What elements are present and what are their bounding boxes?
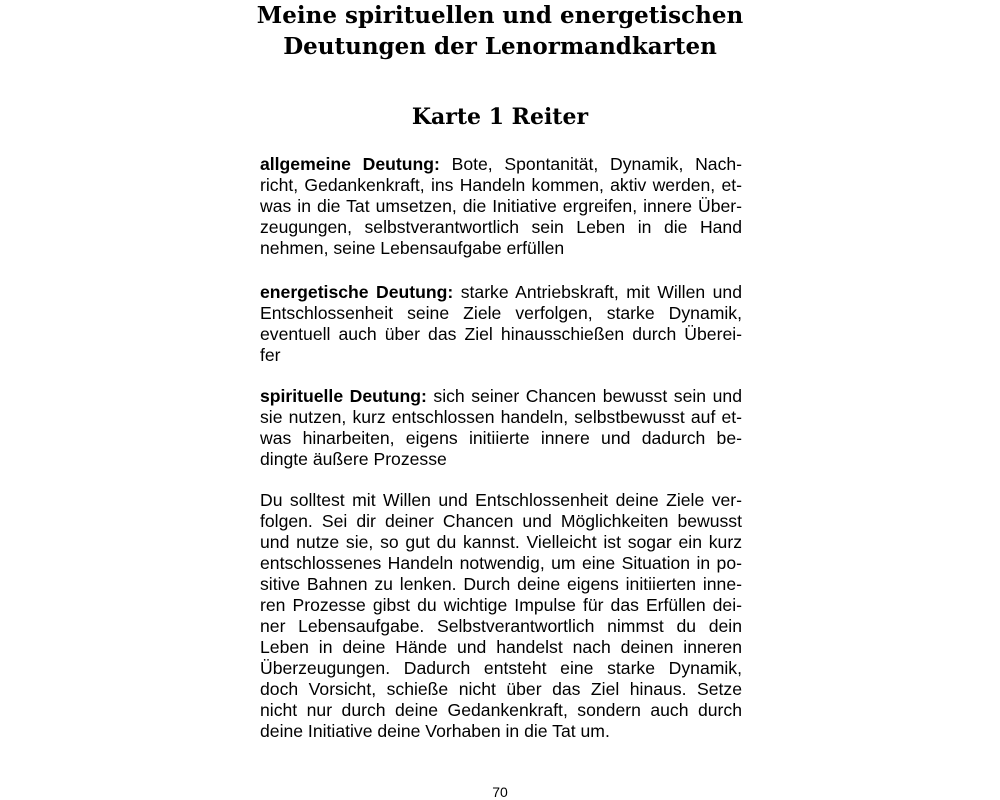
- section-body-text: [260, 490, 742, 742]
- card-title: Karte 1 Reiter: [411, 104, 589, 130]
- line-text: sich seiner Chancen bewusst sein und: [426, 386, 742, 406]
- paragraph-line: Leben in deine Hände und handelst nach deinen inneren: [260, 637, 742, 657]
- paragraph-line: was in die Tat umsetzen, die Initiative ergreifen, innere Über-: [260, 196, 742, 216]
- paragraph-line: Entschlossenheit seine Ziele verfolgen, starke Dynamik,: [260, 303, 742, 323]
- paragraph-line: nehmen, seine Lebensaufgabe erfüllen: [260, 238, 565, 258]
- section-label: energetische Deutung:: [260, 282, 454, 302]
- paragraph-line: zeugungen, selbstverantwortlich sein Leben in die Hand: [260, 217, 742, 237]
- paragraph-line: [260, 282, 742, 303]
- paragraph-line: doch Vorsicht, schieße nicht über das Ziel hinaus. Setze: [260, 679, 742, 699]
- paragraph-line: Du solltest mit Willen und Entschlossenheit deine Ziele ver-: [260, 490, 742, 510]
- document-title-line-2: Deutungen der Lenormandkarten: [283, 33, 717, 60]
- paragraph-line: dingte äußere Prozesse: [260, 449, 447, 469]
- paragraph-line: und nutze sie, so gut du kannst. Vielleicht ist sogar ein kurz: [260, 532, 742, 552]
- paragraph-line: sie nutzen, kurz entschlossen handeln, selbstbewusst auf et-: [260, 407, 742, 427]
- section-spirituelle-deutung: [260, 386, 742, 470]
- section-energetische-deutung: [260, 282, 742, 366]
- paragraph-line: ren Prozesse gibst du wichtige Impulse für das Erfüllen dei-: [260, 595, 742, 615]
- line-text: starke Antriebskraft, mit Willen und: [453, 282, 742, 302]
- paragraph-line: nicht nur durch deine Gedankenkraft, sondern auch durch: [260, 700, 742, 720]
- section-allgemeine-deutung: [260, 154, 742, 259]
- paragraph-line: [260, 386, 742, 407]
- paragraph-line: eventuell auch über das Ziel hinausschießen durch Überei-: [260, 324, 742, 344]
- paragraph-line: ner Lebensaufgabe. Selbstverantwortlich nimmst du dein: [260, 616, 742, 636]
- paragraph-line: fer: [260, 345, 281, 365]
- paragraph-line: entschlossenes Handeln notwendig, um eine Situation in po-: [260, 553, 742, 573]
- section-label: spirituelle Deutung:: [260, 386, 427, 406]
- document-title: [200, 0, 800, 62]
- document-title-line-1: Meine spirituellen und energetischen: [256, 2, 744, 29]
- paragraph-line: [260, 154, 742, 175]
- paragraph-line: deine Initiative deine Vorhaben in die Tat um.: [260, 721, 610, 741]
- paragraph-line: sitive Bahnen zu lenken. Durch deine eigens initiierten inne-: [260, 574, 742, 594]
- section-label: allgemeine Deutung:: [260, 154, 440, 174]
- paragraph-line: richt, Gedankenkraft, ins Handeln kommen, aktiv werden, et-: [260, 175, 742, 195]
- paragraph-line: Überzeugungen. Dadurch entsteht eine starke Dynamik,: [260, 658, 742, 678]
- paragraph-line: folgen. Sei dir deiner Chancen und Möglichkeiten bewusst: [260, 511, 742, 531]
- page-number: 70: [492, 784, 508, 800]
- line-text: Bote, Spontanität, Dynamik, Nach-: [439, 154, 743, 174]
- paragraph-line: was hinarbeiten, eigens initiierte innere und dadurch be-: [260, 428, 742, 448]
